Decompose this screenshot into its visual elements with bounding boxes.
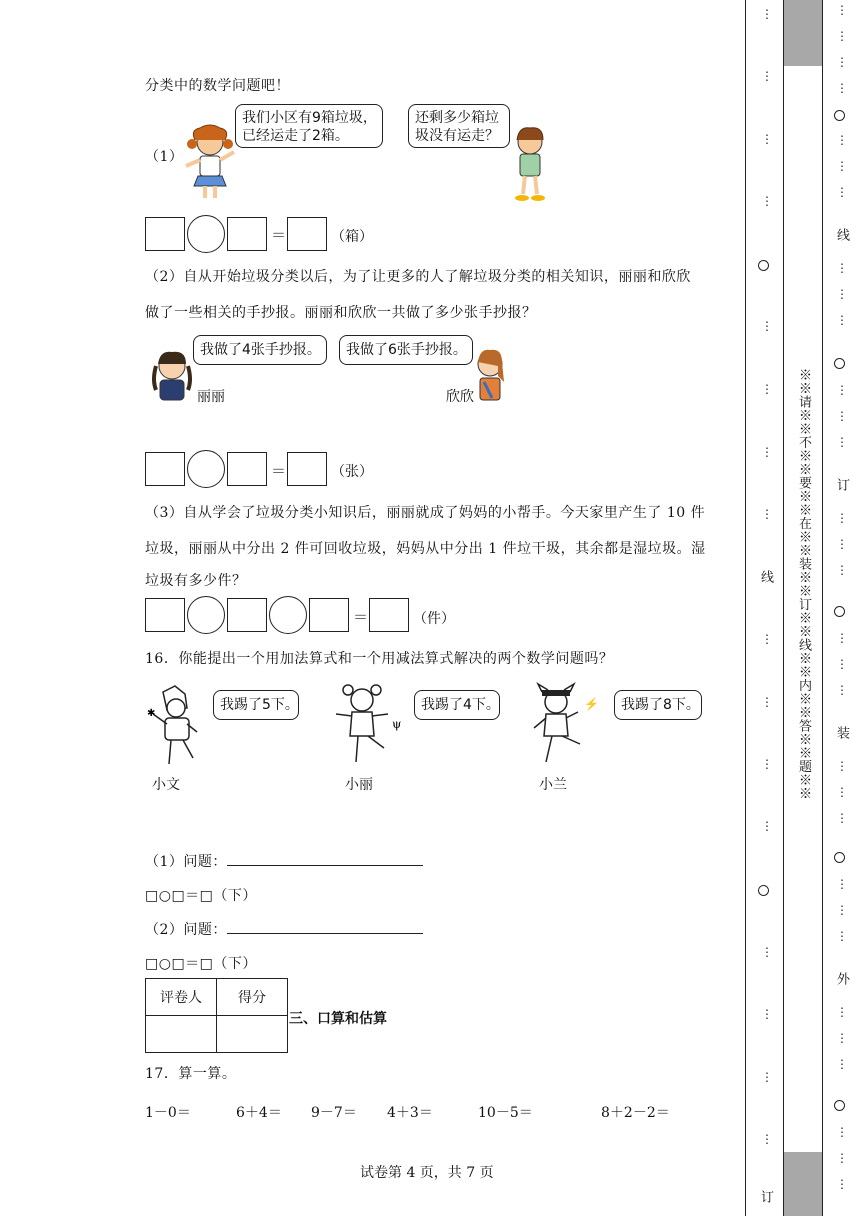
dotted-mark: ⋮ [836, 435, 848, 449]
question-label: （1）问题： [145, 854, 227, 870]
binding-label-wai: 外 [834, 972, 849, 985]
answer-box[interactable] [287, 217, 327, 251]
speech-bubble [235, 104, 383, 148]
bubble-line: 还剩多少箱垃 [415, 110, 499, 126]
answer-box[interactable] [227, 452, 267, 486]
dotted-mark: ⋮ [836, 929, 848, 943]
score-header-score: 得分 [217, 979, 288, 1016]
dotted-mark: ⋮ [836, 55, 848, 69]
binding-hole-icon [834, 358, 845, 369]
calc-item: 10－5＝ [478, 1105, 533, 1121]
operator-circle[interactable] [187, 596, 225, 634]
girl-illustration [180, 122, 240, 204]
q3-text-line3: 垃圾有多少件？ [145, 573, 247, 589]
dotted-mark: ⋮ [836, 877, 848, 891]
strip-shade-bottom [784, 1152, 822, 1216]
speech-bubble: 我踢了5下。 [213, 690, 299, 720]
dotted-mark: ⋮ [761, 945, 773, 959]
dotted-mark: ⋮ [761, 507, 773, 521]
dotted-mark: ⋮ [836, 683, 848, 697]
name-lili: 丽丽 [197, 389, 225, 405]
answer-box[interactable] [287, 452, 327, 486]
binding-label-ding: 订 [758, 1190, 773, 1203]
answer-box[interactable] [145, 217, 185, 251]
svg-text:✱: ✱ [147, 708, 156, 719]
operator-circle[interactable] [187, 450, 225, 488]
q16-formula1: □○□＝□（下） [145, 888, 257, 904]
girl-illustration [505, 124, 555, 204]
dotted-mark: ⋮ [836, 133, 848, 147]
answer-box[interactable] [145, 598, 185, 632]
dotted-mark: ⋮ [836, 1005, 848, 1019]
q3-text-line2: 垃圾，丽丽从中分出 2 件可回收垃圾，妈妈从中分出 1 件垃干圾，其余都是湿垃圾。湿 [145, 541, 706, 557]
operator-circle[interactable] [187, 215, 225, 253]
operator-circle[interactable] [269, 596, 307, 634]
calc-item: 4＋3＝ [387, 1105, 433, 1121]
speech-bubble [408, 104, 510, 148]
binding-label-zhuang: 装 [834, 726, 849, 739]
equals-sign: ＝ [271, 462, 287, 480]
binding-label-xian: 线 [758, 570, 773, 583]
dotted-mark: ⋮ [761, 695, 773, 709]
q16-part1 [145, 851, 423, 871]
dotted-mark: ⋮ [836, 261, 848, 275]
q2-text-line2: 做了一些相关的手抄报。丽丽和欣欣一共做了多少张手抄报？ [145, 305, 537, 321]
binding-border [745, 0, 746, 1216]
dotted-mark: ⋮ [836, 903, 848, 917]
dotted-mark: ⋮ [836, 409, 848, 423]
strip-shade-top [784, 0, 822, 66]
dotted-mark: ⋮ [836, 185, 848, 199]
bubble-line: 已经运走了2箱。 [242, 128, 349, 144]
score-cell[interactable] [217, 1016, 288, 1053]
dotted-mark: ⋮ [836, 81, 848, 95]
binding-label-xian-outer: 线 [834, 228, 849, 241]
dotted-mark: ⋮ [761, 69, 773, 83]
calc-item: 8＋2－2＝ [601, 1105, 670, 1121]
section-title: 三、口算和估算 [289, 1011, 387, 1027]
dotted-mark: ⋮ [836, 563, 848, 577]
dotted-mark: ⋮ [836, 1125, 848, 1139]
question-label: （2）问题： [145, 922, 227, 938]
unit-label: （件） [413, 611, 455, 627]
dotted-mark: ⋮ [836, 159, 848, 173]
dotted-mark: ⋮ [836, 631, 848, 645]
dotted-mark: ⋮ [836, 785, 848, 799]
bubble-line: 我们小区有9箱垃圾， [242, 110, 377, 126]
dotted-mark: ⋮ [761, 445, 773, 459]
binding-hole-icon [834, 110, 845, 121]
q2-text-line1: （2）自从开始垃圾分类以后，为了让更多的人了解垃圾分类的相关知识，丽丽和欣欣 [145, 269, 691, 285]
answer-box[interactable] [369, 598, 409, 632]
binding-warning: ※※请※※不※※要※※在※※装※※订※※线※※内※※答※※题※※ [796, 368, 811, 800]
bubble-line: 圾没有运走？ [415, 128, 499, 144]
answer-box[interactable] [145, 452, 185, 486]
dotted-mark: ⋮ [761, 132, 773, 146]
unit-label: （张） [331, 464, 373, 480]
boy-kicking-illustration [145, 686, 205, 770]
name-xinxin: 欣欣 [446, 389, 474, 405]
dotted-mark: ⋮ [836, 1177, 848, 1191]
girl-illustration [470, 346, 510, 404]
answer-box[interactable] [309, 598, 349, 632]
dotted-mark: ⋮ [761, 382, 773, 396]
binding-hole-icon [834, 606, 845, 617]
dotted-mark: ⋮ [761, 1007, 773, 1021]
girl-kicking-illustration [332, 682, 408, 770]
calc-item: 6＋4＝ [236, 1105, 282, 1121]
intro-text: 分类中的数学问题吧！ [145, 78, 290, 94]
calc-item: 9－7＝ [311, 1105, 357, 1121]
svg-text:ψ: ψ [392, 717, 402, 731]
speech-bubble: 我做了6张手抄报。 [339, 335, 473, 365]
binding-label-ding-outer: 订 [834, 478, 849, 491]
binding-hole-icon [758, 885, 769, 896]
binding-hole-icon [834, 1100, 845, 1111]
q3-text-line1: （3）自从学会了垃圾分类小知识后，丽丽就成了妈妈的小帮手。今天家里产生了 10 件 [145, 505, 706, 521]
dotted-mark: ⋮ [761, 319, 773, 333]
dotted-mark: ⋮ [761, 1070, 773, 1084]
answer-box[interactable] [227, 217, 267, 251]
dotted-mark: ⋮ [836, 313, 848, 327]
girl-illustration [148, 346, 198, 404]
speech-bubble: 我踢了4下。 [414, 690, 500, 720]
answer-box[interactable] [227, 598, 267, 632]
answer-blank[interactable] [227, 921, 423, 934]
dotted-mark: ⋮ [761, 819, 773, 833]
name-xiaowen: 小文 [152, 777, 180, 793]
speech-bubble: 我做了4张手抄报。 [193, 335, 327, 365]
dotted-mark: ⋮ [836, 759, 848, 773]
dotted-mark: ⋮ [836, 383, 848, 397]
girl-kicking-illustration [528, 682, 599, 770]
q16-part2 [145, 919, 423, 939]
calc-item: 1－0＝ [145, 1105, 191, 1121]
answer-blank[interactable] [227, 853, 423, 866]
dotted-mark: ⋮ [836, 29, 848, 43]
unit-label: （箱） [331, 229, 373, 245]
speech-bubble: 我踢了8下。 [614, 690, 702, 720]
dotted-mark: ⋮ [836, 537, 848, 551]
score-header-grader: 评卷人 [146, 979, 217, 1016]
q16-text: 16．你能提出一个用加法算式和一个用减法算式解决的两个数学问题吗？ [145, 651, 614, 667]
dotted-mark: ⋮ [836, 3, 848, 17]
q16-formula2: □○□＝□（下） [145, 956, 257, 972]
equals-sign: ＝ [353, 608, 369, 626]
q17-text: 17．算一算。 [145, 1066, 237, 1082]
dotted-mark: ⋮ [761, 757, 773, 771]
dotted-mark: ⋮ [761, 7, 773, 21]
grader-cell[interactable] [146, 1016, 217, 1053]
dotted-mark: ⋮ [761, 194, 773, 208]
binding-hole-icon [834, 852, 845, 863]
dotted-mark: ⋮ [836, 811, 848, 825]
svg-text:⚡: ⚡ [584, 697, 599, 711]
dotted-mark: ⋮ [761, 1132, 773, 1146]
binding-hole-icon [758, 260, 769, 271]
name-xiaolan: 小兰 [539, 777, 567, 793]
dotted-mark: ⋮ [836, 287, 848, 301]
dotted-mark: ⋮ [836, 1057, 848, 1071]
equals-sign: ＝ [271, 226, 287, 244]
score-table [145, 978, 288, 1053]
dotted-mark: ⋮ [836, 1151, 848, 1165]
page-footer: 试卷第 4 页，共 7 页 [360, 1165, 494, 1181]
dotted-mark: ⋮ [836, 511, 848, 525]
dotted-mark: ⋮ [836, 1031, 848, 1045]
dotted-mark: ⋮ [761, 632, 773, 646]
dotted-mark: ⋮ [836, 657, 848, 671]
q1-label: （1） [145, 149, 184, 165]
name-xiaoli: 小丽 [345, 777, 373, 793]
